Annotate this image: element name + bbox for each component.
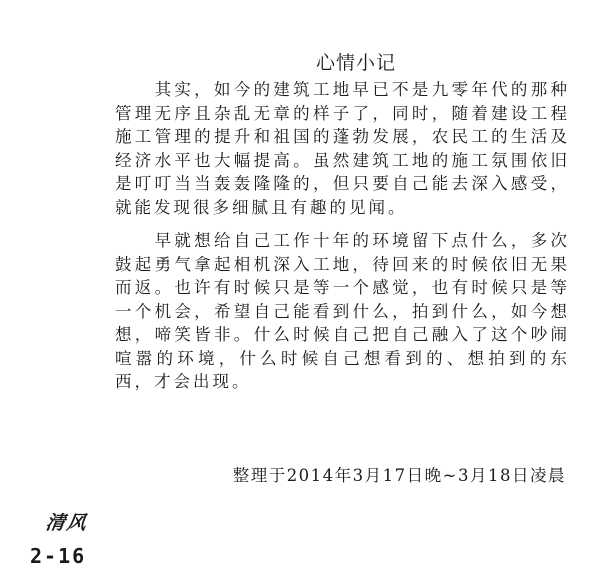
essay-paragraph-1: 其实，如今的建筑工地早已不是九零年代的那种管理无序且杂乱无章的样子了，同时，随着建设工程施工管理的提升和祖国的蓬勃发展，农民工的生活及经济水平也大幅提高。虽然建筑工地的施工氛围依旧是叮叮当当轰轰隆隆的，但只要自己能去深入感受，就能发现很多细腻且有趣的见闻。 [115,80,570,217]
signature-date: 整理于2014年3月17日晚~3月18日凌晨 [232,466,566,485]
author-signature: 清风 [44,512,90,534]
page-title: 心情小记 [315,52,396,74]
essay-body [115,78,570,394]
page-number: 2-16 [30,544,87,568]
essay-paragraph-2: 早就想给自己工作十年的环境留下点什么，多次鼓起勇气拿起相机深入工地，待回来的时候依旧无果而返。也许有时候只是等一个感觉，也有时候只是等一个机会，希望自己能看到什么，拍到什么，如今想想，啼笑皆非。什么时候自己把自己融入了这个吵闹喧嚣的环境，什么时候自己想看到的、想拍到的东西，才会出现。 [115,231,570,391]
